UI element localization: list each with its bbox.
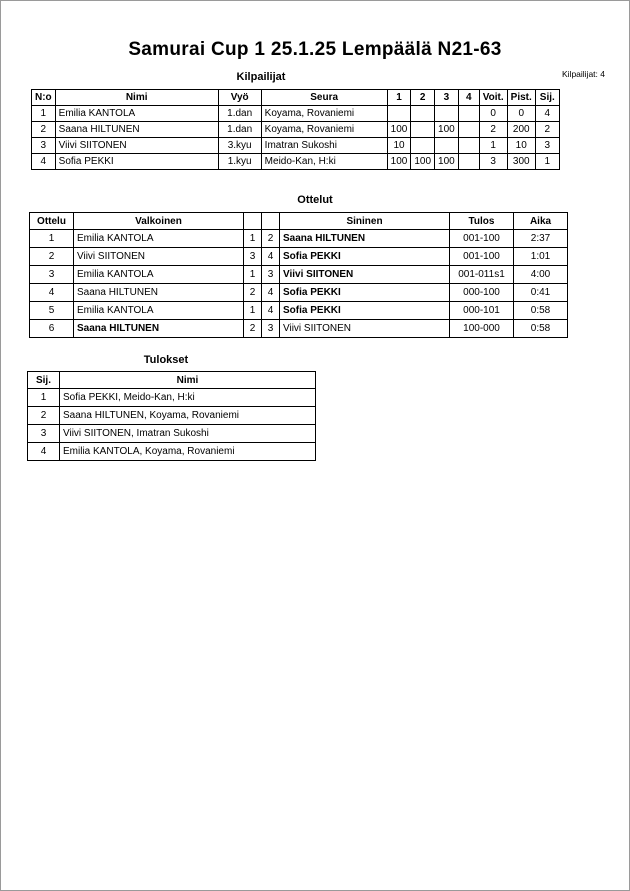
cell-nimi: Viivi SIITONEN, Imatran Sukoshi xyxy=(60,425,316,443)
cell-tulos: 100-000 xyxy=(450,320,514,338)
cell-nimi: Saana HILTUNEN xyxy=(55,122,218,138)
cell-round-4 xyxy=(458,154,479,170)
cell-nimi: Emilia KANTOLA, Koyama, Rovaniemi xyxy=(60,443,316,461)
cell-nimi: Emilia KANTOLA xyxy=(55,106,218,122)
table-row xyxy=(30,248,568,266)
cell-aika: 1:01 xyxy=(514,248,568,266)
cell-voit: 1 xyxy=(479,138,507,154)
cell-ottelu: 4 xyxy=(30,284,74,302)
cell-sininen: Sofia PEKKI xyxy=(280,248,450,266)
cell-valkoinen: Emilia KANTOLA xyxy=(74,266,244,284)
cell-sininen: Viivi SIITONEN xyxy=(280,320,450,338)
table-header-row xyxy=(28,372,316,389)
kilpailijat-table-body xyxy=(32,106,560,170)
kilpailijat-section-label: Kilpailijat xyxy=(236,71,286,83)
tulokset-table-body xyxy=(28,389,316,461)
cell-aika: 0:58 xyxy=(514,302,568,320)
cell-white-number: 1 xyxy=(244,302,262,320)
table-row xyxy=(32,138,560,154)
cell-sij: 1 xyxy=(28,389,60,407)
table-row xyxy=(32,154,560,170)
cell-aika: 0:41 xyxy=(514,284,568,302)
cell-blue-number: 3 xyxy=(262,266,280,284)
cell-round-3: 100 xyxy=(435,154,459,170)
cell-aika: 4:00 xyxy=(514,266,568,284)
table-row xyxy=(30,302,568,320)
cell-tulos: 000-101 xyxy=(450,302,514,320)
cell-sininen: Saana HILTUNEN xyxy=(280,230,450,248)
column-header-round-4: 4 xyxy=(458,90,479,106)
kilpailijat-table-wrapper xyxy=(31,89,560,170)
table-row xyxy=(28,425,316,443)
cell-round-2: 100 xyxy=(411,154,435,170)
ottelut-table-body xyxy=(30,230,568,338)
table-row xyxy=(32,122,560,138)
tulokset-table-wrapper xyxy=(27,371,316,461)
column-header-valkoinen: Valkoinen xyxy=(74,213,244,230)
cell-valkoinen: Saana HILTUNEN xyxy=(74,284,244,302)
cell-sij: 2 xyxy=(535,122,559,138)
cell-tulos: 001-100 xyxy=(450,230,514,248)
cell-white-number: 1 xyxy=(244,266,262,284)
cell-valkoinen: Emilia KANTOLA xyxy=(74,302,244,320)
cell-white-number: 1 xyxy=(244,230,262,248)
column-header-sij: Sij. xyxy=(535,90,559,106)
cell-sij: 4 xyxy=(535,106,559,122)
cell-sininen: Sofia PEKKI xyxy=(280,284,450,302)
cell-sij: 2 xyxy=(28,407,60,425)
cell-vyo: 1.dan xyxy=(218,122,261,138)
cell-pist: 0 xyxy=(507,106,535,122)
cell-no: 3 xyxy=(32,138,56,154)
column-header-sij: Sij. xyxy=(28,372,60,389)
column-header-pist: Pist. xyxy=(507,90,535,106)
kilpailijat-table xyxy=(31,89,560,170)
ottelut-table xyxy=(29,212,568,338)
cell-pist: 10 xyxy=(507,138,535,154)
column-header-seura: Seura xyxy=(261,90,387,106)
ottelut-section-label: Ottelut xyxy=(297,194,333,206)
competitor-count-note: Kilpailijat: 4 xyxy=(562,69,605,79)
column-header-blue-number xyxy=(262,213,280,230)
table-row xyxy=(30,266,568,284)
cell-valkoinen: Saana HILTUNEN xyxy=(74,320,244,338)
tulokset-section-label: Tulokset xyxy=(143,354,189,366)
cell-voit: 0 xyxy=(479,106,507,122)
cell-nimi: Sofia PEKKI xyxy=(55,154,218,170)
cell-sij: 1 xyxy=(535,154,559,170)
table-row xyxy=(28,389,316,407)
cell-vyo: 1.kyu xyxy=(218,154,261,170)
column-header-nimi: Nimi xyxy=(55,90,218,106)
cell-round-3: 100 xyxy=(435,122,459,138)
cell-white-number: 3 xyxy=(244,248,262,266)
cell-ottelu: 5 xyxy=(30,302,74,320)
cell-seura: Koyama, Rovaniemi xyxy=(261,106,387,122)
cell-round-1: 100 xyxy=(387,122,411,138)
table-row xyxy=(28,407,316,425)
cell-tulos: 000-100 xyxy=(450,284,514,302)
cell-seura: Koyama, Rovaniemi xyxy=(261,122,387,138)
cell-round-2 xyxy=(411,122,435,138)
cell-vyo: 1.dan xyxy=(218,106,261,122)
table-row xyxy=(30,284,568,302)
table-row xyxy=(30,320,568,338)
cell-sininen: Viivi SIITONEN xyxy=(280,266,450,284)
cell-round-4 xyxy=(458,122,479,138)
ottelut-table-wrapper xyxy=(29,212,568,338)
cell-nimi: Sofia PEKKI, Meido-Kan, H:ki xyxy=(60,389,316,407)
cell-no: 4 xyxy=(32,154,56,170)
table-header-row xyxy=(32,90,560,106)
cell-aika: 2:37 xyxy=(514,230,568,248)
cell-ottelu: 6 xyxy=(30,320,74,338)
column-header-round-1: 1 xyxy=(387,90,411,106)
cell-seura: Meido-Kan, H:ki xyxy=(261,154,387,170)
cell-blue-number: 3 xyxy=(262,320,280,338)
cell-tulos: 001-100 xyxy=(450,248,514,266)
cell-round-1: 100 xyxy=(387,154,411,170)
cell-white-number: 2 xyxy=(244,320,262,338)
column-header-vyo: Vyö xyxy=(218,90,261,106)
cell-sij: 3 xyxy=(28,425,60,443)
table-header-row xyxy=(30,213,568,230)
cell-no: 1 xyxy=(32,106,56,122)
cell-aika: 0:58 xyxy=(514,320,568,338)
cell-sininen: Sofia PEKKI xyxy=(280,302,450,320)
cell-voit: 3 xyxy=(479,154,507,170)
column-header-voit: Voit. xyxy=(479,90,507,106)
cell-round-1: 10 xyxy=(387,138,411,154)
table-row xyxy=(30,230,568,248)
cell-ottelu: 1 xyxy=(30,230,74,248)
cell-ottelu: 3 xyxy=(30,266,74,284)
cell-pist: 300 xyxy=(507,154,535,170)
cell-nimi: Viivi SIITONEN xyxy=(55,138,218,154)
cell-round-1 xyxy=(387,106,411,122)
tulokset-table-head xyxy=(28,372,316,389)
cell-sij: 4 xyxy=(28,443,60,461)
cell-round-4 xyxy=(458,138,479,154)
column-header-no: N:o xyxy=(32,90,56,106)
column-header-sininen: Sininen xyxy=(280,213,450,230)
cell-nimi: Saana HILTUNEN, Koyama, Rovaniemi xyxy=(60,407,316,425)
cell-round-3 xyxy=(435,138,459,154)
cell-no: 2 xyxy=(32,122,56,138)
column-header-white-number xyxy=(244,213,262,230)
ottelut-table-head xyxy=(30,213,568,230)
kilpailijat-table-head xyxy=(32,90,560,106)
column-header-round-2: 2 xyxy=(411,90,435,106)
cell-tulos: 001-011s1 xyxy=(450,266,514,284)
column-header-nimi: Nimi xyxy=(60,372,316,389)
cell-round-4 xyxy=(458,106,479,122)
table-row xyxy=(28,443,316,461)
cell-ottelu: 2 xyxy=(30,248,74,266)
cell-seura: Imatran Sukoshi xyxy=(261,138,387,154)
cell-blue-number: 2 xyxy=(262,230,280,248)
cell-pist: 200 xyxy=(507,122,535,138)
cell-vyo: 3.kyu xyxy=(218,138,261,154)
cell-voit: 2 xyxy=(479,122,507,138)
cell-blue-number: 4 xyxy=(262,284,280,302)
column-header-round-3: 3 xyxy=(435,90,459,106)
column-header-tulos: Tulos xyxy=(450,213,514,230)
cell-round-3 xyxy=(435,106,459,122)
cell-blue-number: 4 xyxy=(262,248,280,266)
cell-round-2 xyxy=(411,106,435,122)
cell-valkoinen: Emilia KANTOLA xyxy=(74,230,244,248)
column-header-aika: Aika xyxy=(514,213,568,230)
tulokset-table xyxy=(27,371,316,461)
cell-white-number: 2 xyxy=(244,284,262,302)
cell-blue-number: 4 xyxy=(262,302,280,320)
table-row xyxy=(32,106,560,122)
cell-round-2 xyxy=(411,138,435,154)
column-header-ottelu: Ottelu xyxy=(30,213,74,230)
cell-sij: 3 xyxy=(535,138,559,154)
page-title: Samurai Cup 1 25.1.25 Lempäälä N21-63 xyxy=(128,39,502,60)
cell-valkoinen: Viivi SIITONEN xyxy=(74,248,244,266)
